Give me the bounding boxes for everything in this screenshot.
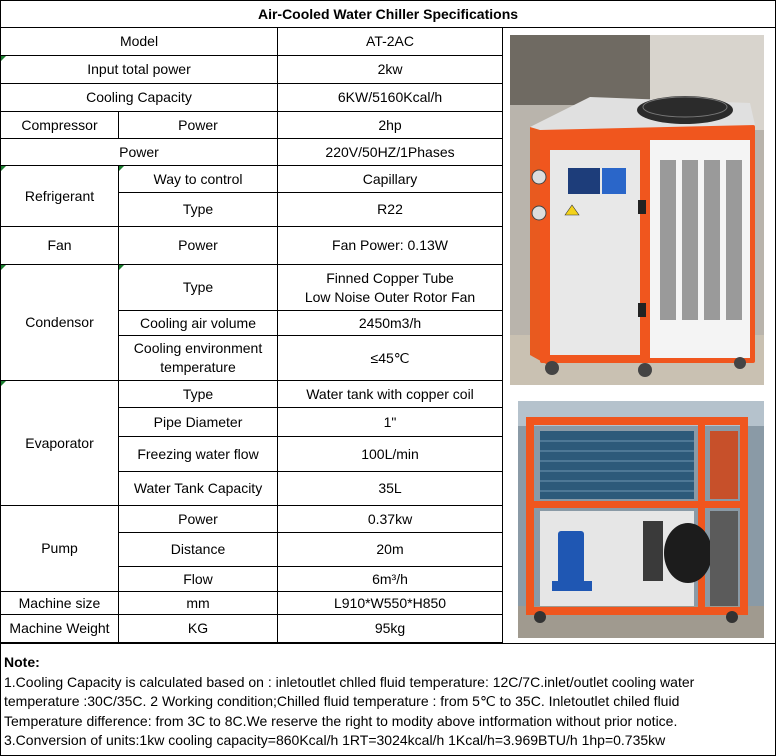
evaporator-tank-value: 35L <box>278 472 503 506</box>
chiller-interior-photo <box>518 401 764 638</box>
refrigerant-control-label: Way to control <box>119 166 278 193</box>
condensor-environment-label-line2: temperature <box>160 359 236 375</box>
condensor-environment-label <box>119 336 278 381</box>
evaporator-type-value: Water tank with copper coil <box>278 381 503 408</box>
pressure-gauge-bottom <box>532 206 546 220</box>
notes-line-3: Temperature difference: from 3C to 8C.We reserve the right to modity above intformation without prior notice. <box>4 712 678 729</box>
row-pump-power <box>1 506 503 533</box>
compressor-value: 2hp <box>278 112 503 139</box>
condensor-type-label: Type <box>119 265 278 311</box>
caster-center <box>638 363 652 377</box>
condensor-type-value-line1: Finned Copper Tube <box>326 269 454 286</box>
frame-crossbar <box>530 501 744 508</box>
evaporator-type-label: Type <box>119 381 278 408</box>
controller-display <box>568 168 600 194</box>
cooling-capacity-label: Cooling Capacity <box>1 84 278 112</box>
notes-line-4: 3.Conversion of units:1kw cooling capacity=860Kcal/h 1RT=3024kcal/h 1Kcal/h=3.969BTU/h 1hp=0.735kw <box>4 732 666 748</box>
accumulator <box>643 521 663 581</box>
input-power-value: 2kw <box>278 56 503 84</box>
compressor-group: Compressor <box>1 112 119 139</box>
pump-distance-value: 20m <box>278 533 503 567</box>
latch-bottom <box>638 303 646 317</box>
row-power <box>1 139 503 166</box>
model-label: Model <box>1 28 278 56</box>
evaporator-flow-label: Freezing water flow <box>119 437 278 472</box>
row-evaporator-type <box>1 381 503 408</box>
row-fan <box>1 227 503 265</box>
condensor-group: Condensor <box>1 265 119 381</box>
condensor-air-volume-value: 2450m3/h <box>278 311 503 336</box>
refrigerant-group: Refrigerant <box>1 166 119 227</box>
model-value: AT-2AC <box>278 28 503 56</box>
refrigerant-control-value: Capillary <box>278 166 503 193</box>
caster-left <box>534 611 546 623</box>
copper-pipes <box>710 431 738 499</box>
pump-distance-label: Distance <box>119 533 278 567</box>
evaporator-tank-label: Water Tank Capacity <box>119 472 278 506</box>
refrigerant-type-label: Type <box>119 193 278 227</box>
evaporator-flow-value: 100L/min <box>278 437 503 472</box>
size-label: mm <box>119 592 278 615</box>
condensor-environment-value: ≤45℃ <box>278 336 503 381</box>
condensor-environment-label-line1: Cooling environment <box>133 340 263 356</box>
pump-flow-label: Flow <box>119 567 278 592</box>
water-pump <box>558 531 584 586</box>
pump-flow-value: 6m³/h <box>278 567 503 592</box>
condensor-type-value-line2: Low Noise Outer Rotor Fan <box>304 288 476 305</box>
evaporator-pipe-value: 1" <box>278 408 503 437</box>
power-label: Power <box>1 139 278 166</box>
size-group: Machine size <box>1 592 119 615</box>
weight-group: Machine Weight <box>1 615 119 643</box>
refrigerant-type-value: R22 <box>278 193 503 227</box>
notes-section <box>0 643 776 756</box>
chiller-exterior-photo <box>510 35 764 385</box>
evaporator-pipe-label: Pipe Diameter <box>119 408 278 437</box>
row-refrigerant-control <box>1 166 503 193</box>
condensor-type-value <box>278 265 503 311</box>
row-model <box>1 28 503 56</box>
compressor <box>664 523 712 583</box>
evaporator-group: Evaporator <box>1 381 119 506</box>
controller-panel <box>602 168 626 194</box>
compressor-label: Power <box>119 112 278 139</box>
spec-table <box>0 27 503 643</box>
fan-value: Fan Power: 0.13W <box>278 227 503 265</box>
weight-label: KG <box>119 615 278 643</box>
fan-group: Fan <box>1 227 119 265</box>
caster-left <box>545 361 559 375</box>
power-value: 220V/50HZ/1Phases <box>278 139 503 166</box>
pump-group: Pump <box>1 506 119 592</box>
pressure-gauge-top <box>532 170 546 184</box>
sheet-title: Air-Cooled Water Chiller Specifications <box>0 0 776 28</box>
caster-right <box>734 357 746 369</box>
row-machine-weight <box>1 615 503 643</box>
fan-guard <box>637 96 733 124</box>
caster-right <box>726 611 738 623</box>
row-condensor-type <box>1 265 503 311</box>
row-compressor <box>1 112 503 139</box>
condensor-air-volume-label: Cooling air volume <box>119 311 278 336</box>
notes-heading: Note: <box>4 654 40 670</box>
notes-line-2: temperature :30C/35C. 2 Working condition;Chilled fluid temperature : from 5℃ to 35C. Inletoutlet chiled fluid <box>4 693 680 709</box>
side-components <box>710 511 738 606</box>
frame-upright <box>698 421 705 611</box>
input-power-label: Input total power <box>1 56 278 84</box>
row-cooling-capacity <box>1 84 503 112</box>
row-machine-size <box>1 592 503 615</box>
latch-top <box>638 200 646 214</box>
size-value: L910*W550*H850 <box>278 592 503 615</box>
fan-label: Power <box>119 227 278 265</box>
pump-power-value: 0.37kw <box>278 506 503 533</box>
row-input-power <box>1 56 503 84</box>
pump-power-label: Power <box>119 506 278 533</box>
pump-base <box>552 581 592 591</box>
notes-line-1: 1.Cooling Capacity is calculated based on : inletoutlet chlled fluid temperature: 12C/7C.inlet/outlet cooling water <box>4 673 695 690</box>
weight-value: 95kg <box>278 615 503 643</box>
cooling-capacity-value: 6KW/5160Kcal/h <box>278 84 503 112</box>
